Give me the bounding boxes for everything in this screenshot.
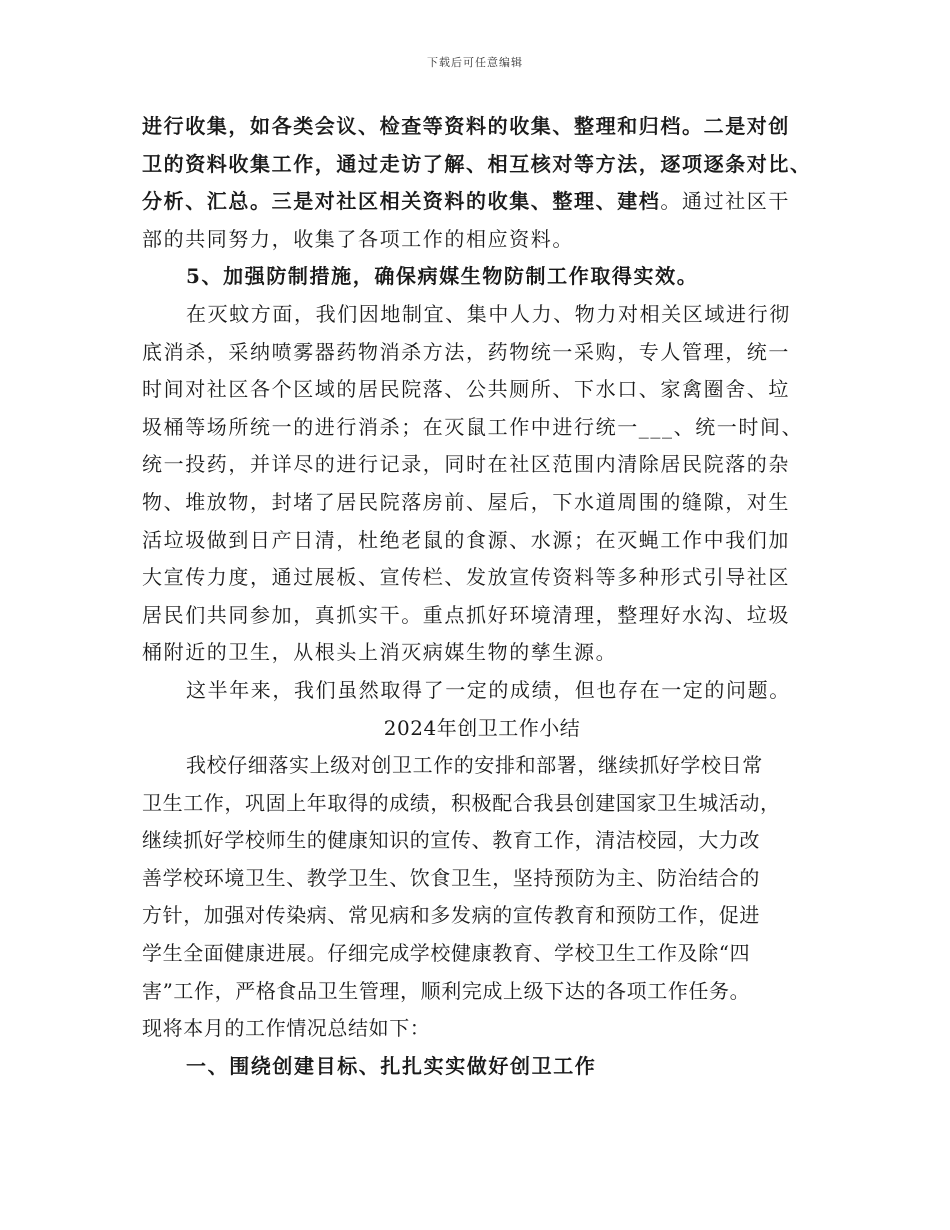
text-line: 现将本月的工作情况总结如下： [142,1016,431,1041]
text-line [142,183,822,221]
text-line: 继续抓好学校师生的健康知识的宣传、教育工作，清洁校园，大力改 [142,828,760,853]
text-segment: 。通过社区干 [660,189,791,214]
document-title: 2024年创卫工作小结 [383,715,581,740]
text-line: 统一投药，并详尽的进行记录，同时在社区范围内清除居民院落的杂 [142,452,790,477]
text-line: 时间对社区各个区域的居民院落、公共厕所、下水口、家禽圈舍、垃 [142,377,790,402]
text-line: 善学校环境卫生、教学卫生、饮食卫生，坚持预防为主、防治结合的 [142,865,760,890]
section-heading: 5、加强防制措施，确保病媒生物防制工作取得实效。 [186,264,699,289]
paragraph-first-line: 在灭蚊方面，我们因地制宜、集中人力、物力对相关区域进行彻 [186,301,791,326]
page-header: 下载后可任意编辑 [427,56,523,69]
text-line: 卫的资料收集工作，通过走访了解、相互核对等方法，逐项逐条对比、 [142,151,812,176]
text-line: 大宣传力度，通过展板、宣传栏、发放宣传资料等多种形式引导社区 [142,565,790,590]
text-line: 卫生工作，巩固上年取得的成绩，积极配合我县创建国家卫生城活动， [142,790,781,815]
paragraph-first-line: 我校仔细落实上级对创卫工作的安排和部署，继续抓好学校日常 [186,753,763,778]
text-line: 方针，加强对传染病、常见病和多发病的宣传教育和预防工作，促进 [142,903,760,928]
document-body [142,108,822,1085]
text-line: 部的共同努力，收集了各项工作的相应资料。 [142,226,574,251]
text-line: 底消杀，采纳喷雾器药物消杀方法，药物统一采购，专人管理，统一 [142,339,790,364]
text-line: 学生全面健康进展。仔细完成学校健康教育、学校卫生工作及除“四 [142,941,751,966]
text-line: 活垃圾做到日产日清，杜绝老鼠的食源、水源；在灭蝇工作中我们加 [142,527,790,552]
text-line: 圾桶等场所统一的进行消杀；在灭鼠工作中进行统一___、统一时间、 [142,414,804,439]
text-line: 居民们共同参加，真抓实干。重点抓好环境清理，整理好水沟、垃圾 [142,602,790,627]
text-segment-bold: 分析、汇总。三是对社区相关资料的收集、整理、建档 [142,189,661,214]
text-line: 桶附近的卫生，从根头上消灭病媒生物的孳生源。 [142,640,618,665]
text-line: 物、堆放物，封堵了居民院落房前、屋后，下水道周围的缝隙，对生 [142,489,790,514]
text-line: 害”工作，严格食品卫生管理，顺利完成上级下达的各项工作任务。 [142,978,751,1003]
text-line: 进行收集，如各类会议、检查等资料的收集、整理和归档。二是对创 [142,114,790,138]
paragraph-first-line: 这半年来，我们虽然取得了一定的成绩，但也存在一定的问题。 [186,677,791,702]
section-heading: 一、围绕创建目标、扎扎实实做好创卫工作 [186,1053,597,1078]
